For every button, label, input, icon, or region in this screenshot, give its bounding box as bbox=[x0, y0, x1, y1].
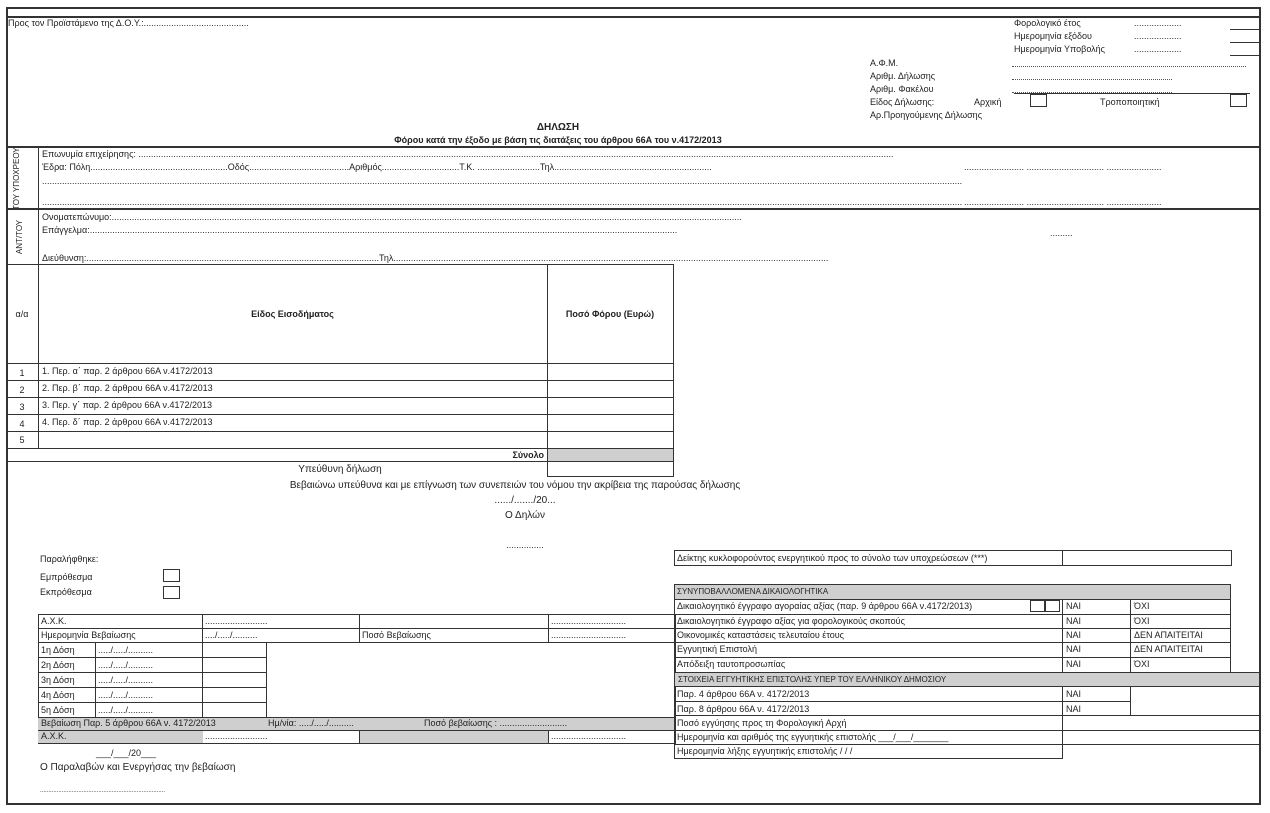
axk-field-2[interactable]: .............................. bbox=[551, 616, 627, 626]
docs-no[interactable]: ΌΧΙ bbox=[1134, 659, 1150, 669]
taxpayer-divider bbox=[6, 208, 1261, 210]
cert5-date[interactable]: Ημ/νία: ...../...../.......... bbox=[268, 718, 354, 728]
file-no-label: Αριθμ. Φακέλου bbox=[870, 84, 934, 94]
right-vl-5 bbox=[1230, 599, 1231, 673]
rep-profession-field[interactable]: Επάγγελμα:........................................................................................................................................................................................................................................... bbox=[42, 225, 678, 235]
axk2-vl bbox=[359, 730, 360, 744]
col-aa-header: α/α bbox=[15, 309, 29, 319]
right-vl-3 bbox=[1130, 599, 1131, 673]
afm-label: Α.Φ.Μ. bbox=[870, 58, 899, 68]
axk-label: Α.Χ.Κ. bbox=[41, 616, 67, 626]
receipt-vl-6 bbox=[548, 614, 549, 642]
cert-amount-field[interactable]: .............................. bbox=[551, 630, 627, 640]
installment-label: 3η Δόση bbox=[41, 675, 75, 685]
guarantee-bottom-line bbox=[674, 758, 1063, 759]
cert-date-label: Ημερομηνία Βεβαίωσης bbox=[41, 630, 136, 640]
docs-checkbox-2[interactable] bbox=[1045, 600, 1060, 612]
col-type-header: Είδος Εισοδήματος bbox=[251, 309, 334, 319]
docs-title-right bbox=[1230, 584, 1231, 599]
docs-no[interactable]: ΔΕΝ ΑΠΑΙΤΕΙΤΑΙ bbox=[1134, 630, 1203, 640]
prev-decl-label: Αρ.Προηγούμενης Δήλωσης bbox=[870, 110, 983, 120]
initial-checkbox[interactable] bbox=[1030, 94, 1047, 107]
decl-no-label: Αριθμ. Δήλωσης bbox=[870, 71, 936, 81]
taxpayer-right-dots[interactable]: ........................ ............................... ...................... bbox=[964, 162, 1162, 172]
cert-date-field[interactable]: ..../...../.......... bbox=[205, 630, 258, 640]
installment-line bbox=[38, 657, 267, 658]
docs-yes[interactable]: ΝΑΙ bbox=[1066, 630, 1082, 640]
initial-label: Αρχική bbox=[974, 97, 1002, 107]
docs-label: Απόδειξη ταυτοπροσωπίας bbox=[677, 659, 786, 669]
axk2-vl-2 bbox=[548, 730, 549, 744]
docs-no[interactable]: ΌΧΙ bbox=[1134, 616, 1150, 626]
declaration-date[interactable]: ....../......./20... bbox=[494, 495, 556, 506]
installment-label: 1η Δόση bbox=[41, 645, 75, 655]
taxpayer-side-divider bbox=[38, 146, 39, 208]
docs-label: Δικαιολογητικό έγγραφο αγοραίας αξίας (παρ. 9 άρθρου 66Α ν.4172/2013) bbox=[677, 601, 973, 611]
declarant-signature[interactable]: ............... bbox=[506, 540, 544, 550]
guarantee-amount-label: Ποσό εγγύησης προς τη Φορολογική Αρχή bbox=[677, 718, 847, 728]
on-time-checkbox[interactable] bbox=[163, 569, 180, 582]
installment-line bbox=[38, 672, 267, 673]
row-line bbox=[6, 380, 674, 381]
rep-side-divider bbox=[38, 208, 39, 264]
cert5-label: Βεβαίωση Παρ. 5 άρθρου 66Α ν. 4172/2013 bbox=[41, 718, 216, 728]
tax-office-field[interactable]: Προς τον Προϊστάμενο της Δ.Ο.Υ.:.......................................... bbox=[8, 18, 249, 28]
received-label: Παραλήφθηκε: bbox=[40, 554, 99, 564]
installment-date[interactable]: ...../...../.......... bbox=[98, 645, 154, 655]
exit-date-field[interactable]: ................... bbox=[1134, 31, 1182, 41]
docs-label: Εγγυητική Επιστολή bbox=[677, 644, 758, 654]
guarantee-title: ΣΤΟΙΧΕΙΑ ΕΓΓΥΗΤΙΚΗΣ ΕΠΙΣΤΟΛΗΣ ΥΠΕΡ ΤΟΥ ΕΛΛΗΝΙΚΟΥ ΔΗΜΟΣΙΟΥ bbox=[678, 675, 947, 684]
axk2-field-2[interactable]: .............................. bbox=[551, 731, 627, 741]
docs-label: Οικονομικές καταστάσεις τελευταίου έτους bbox=[677, 630, 845, 640]
installment-line bbox=[38, 702, 267, 703]
receipt-bottom-line bbox=[38, 743, 675, 744]
income-col-divider-2 bbox=[547, 264, 548, 477]
docs-checkbox-1[interactable] bbox=[1030, 600, 1045, 612]
amount-bottom-line bbox=[547, 476, 674, 477]
guarantee-date-label[interactable]: Ημερομηνία και αριθμός της εγγυητικής επιστολής ___/___/_______ bbox=[677, 732, 949, 742]
row-line bbox=[6, 397, 674, 398]
docs-yes[interactable]: ΝΑΙ bbox=[1066, 616, 1082, 626]
docs-no[interactable]: ΔΕΝ ΑΠΑΙΤΕΙΤΑΙ bbox=[1134, 644, 1203, 654]
docs-title: ΣΥΝΥΠΟΒΑΛΛΟΜΕΝΑ ΔΙΚΑΙΟΛΟΓΗΤΙΚΑ bbox=[677, 587, 829, 596]
row-number: 4 bbox=[19, 419, 25, 429]
exit-date-label: Ημερομηνία εξόδου bbox=[1014, 31, 1092, 41]
docs-line bbox=[674, 628, 1231, 629]
receipt-vl-4 bbox=[266, 642, 267, 717]
cert5-amount[interactable]: Ποσό βεβαίωσης : ........................... bbox=[424, 718, 568, 728]
submission-date-field[interactable]: ................... bbox=[1134, 44, 1182, 54]
guarantee-amount-line bbox=[674, 730, 1260, 731]
amending-label: Τροποποιητική bbox=[1100, 97, 1160, 107]
guarantee-title-bottom bbox=[674, 686, 1260, 687]
par8-yes[interactable]: ΝΑΙ bbox=[1066, 704, 1082, 714]
installment-date[interactable]: ...../...../.......... bbox=[98, 690, 154, 700]
docs-line bbox=[674, 614, 1231, 615]
rep-divider bbox=[6, 264, 674, 265]
taxpayer-side-label: ΤΟΥ ΥΠΟΧΡΕΟΥ bbox=[12, 147, 21, 210]
rep-right-dots[interactable]: ......... bbox=[1050, 228, 1073, 238]
receipt-line-3 bbox=[38, 642, 675, 643]
declaration-text: Βεβαιώνω υπεύθυνα και με επίγνωση των συνεπειών του νόμου την ακρίβεια της παρούσας δήλωσης bbox=[289, 480, 741, 491]
afm-field[interactable] bbox=[1012, 66, 1246, 67]
installment-date[interactable]: ...../...../.......... bbox=[98, 660, 154, 670]
decl-type-line bbox=[1014, 93, 1250, 94]
docs-line bbox=[674, 599, 1231, 600]
row-number: 5 bbox=[19, 435, 25, 445]
row-number: 3 bbox=[19, 402, 25, 412]
declarant-label: Ο Δηλών bbox=[505, 510, 545, 521]
row-label: 1. Περ. α΄ παρ. 2 άρθρου 66Α ν.4172/2013 bbox=[42, 366, 213, 376]
seat-line[interactable]: Έδρα: Πόλη.......................................................Οδός........................................Αριθμός...............................Τ.Κ. .........................Τηλ............................................................... bbox=[42, 162, 712, 172]
guarantee-expiry-label[interactable]: Ημερομηνία λήξης εγγυητικής επιστολής / / / bbox=[677, 746, 853, 756]
form-subtitle: Φόρου κατά την έξοδο με βάση τις διατάξεις του άρθρου 66Α του ν.4172/2013 bbox=[394, 135, 722, 145]
declaration-heading: Υπεύθυνη δήλωση bbox=[298, 464, 382, 475]
income-header-line bbox=[6, 363, 674, 364]
guarantee-top-line bbox=[674, 672, 1260, 673]
axk2-field[interactable]: ......................... bbox=[205, 731, 268, 741]
row-line bbox=[6, 431, 674, 432]
installment-date[interactable]: ...../...../.......... bbox=[98, 675, 154, 685]
rep-full-name-field[interactable]: Ονοματεπώνυμο:............................................................................................................................................................................................................................................................ bbox=[42, 212, 742, 222]
guarantee-date-line bbox=[674, 744, 1260, 745]
decl-no-field[interactable] bbox=[1012, 79, 1172, 80]
row-label: 3. Περ. γ΄ παρ. 2 άρθρου 66Α ν.4172/2013 bbox=[42, 400, 212, 410]
docs-yes[interactable]: ΝΑΙ bbox=[1066, 644, 1082, 654]
installment-line bbox=[38, 687, 267, 688]
taxpayer-right-dots-2[interactable]: ........................ ............................... ...................... bbox=[964, 197, 1162, 207]
decl-type-label: Είδος Δήλωσης: bbox=[870, 97, 935, 107]
receiver-signature[interactable]: ........................................................................... bbox=[40, 788, 166, 794]
ratio-divider bbox=[1062, 550, 1063, 566]
axk2-band-2 bbox=[360, 730, 548, 743]
docs-label: Δικαιολογητικό έγγραφο αξίας για φορολογικούς σκοπούς bbox=[677, 616, 905, 626]
late-label: Εκπρόθεσμα bbox=[40, 587, 92, 597]
docs-top-line bbox=[674, 584, 1230, 585]
receipt-vl-2 bbox=[95, 642, 96, 717]
cert-amount-label: Ποσό Βεβαίωσης bbox=[362, 630, 431, 640]
installment-label: 4η Δόση bbox=[41, 690, 75, 700]
docs-yes[interactable]: ΝΑΙ bbox=[1066, 659, 1082, 669]
docs-line bbox=[674, 657, 1231, 658]
taxpayer-extra-line-2[interactable]: ................................................................................................................................................................................................................................................................................................................................................................................ bbox=[42, 197, 963, 207]
total-label: Σύνολο bbox=[512, 450, 544, 460]
taxpayer-extra-line[interactable]: ................................................................................................................................................................................................................................................................................................................................................................................ bbox=[42, 176, 963, 186]
header-divider bbox=[6, 146, 1261, 148]
fiscal-year-label: Φορολογικό έτος bbox=[1014, 18, 1081, 28]
par4-yes[interactable]: ΝΑΙ bbox=[1066, 689, 1082, 699]
par4-line bbox=[674, 701, 1131, 702]
par4-label: Παρ. 4 άρθρου 66Α ν. 4172/2013 bbox=[677, 689, 810, 699]
col-amount-header: Ποσό Φόρου (Ευρώ) bbox=[565, 309, 655, 319]
income-col-divider-1 bbox=[38, 264, 39, 449]
docs-no[interactable]: ΌΧΙ bbox=[1134, 601, 1150, 611]
docs-yes[interactable]: ΝΑΙ bbox=[1066, 601, 1082, 611]
receiver-label: Ο Παραλαβών και Ενεργήσας την βεβαίωση bbox=[40, 762, 236, 773]
total-line bbox=[6, 461, 674, 462]
income-col-divider-3 bbox=[673, 264, 674, 477]
row-line bbox=[6, 414, 674, 415]
axk-field[interactable]: ......................... bbox=[205, 616, 268, 626]
on-time-label: Εμπρόθεσμα bbox=[40, 572, 93, 582]
receipt-top-line bbox=[38, 614, 675, 615]
par8-label: Παρ. 8 άρθρου 66Α ν. 4172/2013 bbox=[677, 704, 810, 714]
rep-side-label: ΑΝΤ/ΤΟΥ bbox=[15, 219, 24, 255]
submission-date-label: Ημερομηνία Υποβολής bbox=[1014, 44, 1105, 54]
row-number: 2 bbox=[19, 385, 25, 395]
amending-checkbox[interactable] bbox=[1230, 94, 1247, 107]
axk2-label: Α.Χ.Κ. bbox=[41, 731, 67, 741]
receiver-date[interactable]: ___/___/20___ bbox=[96, 748, 157, 758]
row-label: 2. Περ. β΄ παρ. 2 άρθρου 66Α ν.4172/2013 bbox=[42, 383, 213, 393]
receipt-line-2 bbox=[38, 628, 675, 629]
form-title: ΔΗΛΩΣΗ bbox=[536, 122, 580, 133]
fiscal-year-field[interactable]: ................... bbox=[1134, 18, 1182, 28]
right-vl-1 bbox=[674, 584, 675, 758]
installment-date[interactable]: ...../...../.......... bbox=[98, 705, 154, 715]
receipt-vl-5 bbox=[359, 614, 360, 642]
docs-line bbox=[674, 642, 1231, 643]
total-cell[interactable] bbox=[548, 449, 673, 461]
installment-label: 5η Δόση bbox=[41, 705, 75, 715]
business-name-field[interactable]: Επωνυμία επιχείρησης: .............................................................................................................................................................................................................................................................................................................. bbox=[42, 149, 894, 159]
exit-date-line bbox=[1230, 42, 1260, 43]
submission-date-line bbox=[1230, 55, 1260, 56]
row-label: 4. Περ. δ΄ παρ. 2 άρθρου 66Α ν.4172/2013 bbox=[42, 417, 213, 427]
rep-address-field[interactable]: Διεύθυνση:.....................................................................................................................Τηλ.............................................................................................................................................................................. bbox=[42, 253, 829, 263]
fiscal-year-line bbox=[1230, 29, 1260, 30]
late-checkbox[interactable] bbox=[163, 586, 180, 599]
par8-line bbox=[674, 715, 1260, 716]
ratio-label: Δείκτης κυκλοφορούντος ενεργητικού προς το σύνολο των υποχρεώσεων (***) bbox=[677, 553, 988, 563]
installment-label: 2η Δόση bbox=[41, 660, 75, 670]
row-number: 1 bbox=[19, 368, 25, 378]
